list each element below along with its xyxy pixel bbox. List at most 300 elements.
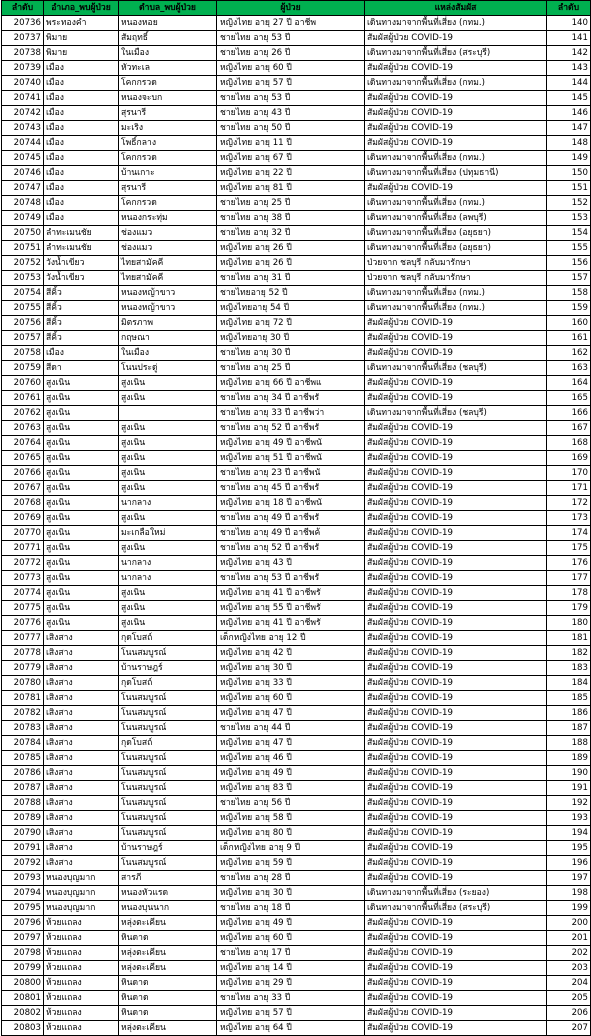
cell-subdistrict: สูงเนิน xyxy=(119,376,217,391)
cell-patient: หญิงไทย อายุ 41 ปี อาชีพรั xyxy=(217,616,365,631)
cell-sequence: 154 xyxy=(547,226,591,241)
cell-district: เมือง xyxy=(44,346,119,361)
cell-patient: ชายไทย อายุ 30 ปี xyxy=(217,346,365,361)
cell-case-number: 20760 xyxy=(2,376,44,391)
cell-case-number: 20793 xyxy=(2,871,44,886)
table-row xyxy=(2,736,591,751)
cell-subdistrict: หินดาด xyxy=(119,976,217,991)
cell-subdistrict: ช่องแมว xyxy=(119,226,217,241)
cell-district: สูงเนิน xyxy=(44,616,119,631)
cell-district: พิมาย xyxy=(44,46,119,61)
cell-case-number: 20763 xyxy=(2,421,44,436)
cell-case-number: 20746 xyxy=(2,166,44,181)
cell-subdistrict: กุดโบสถ์ xyxy=(119,676,217,691)
cell-district: วังน้ำเขียว xyxy=(44,271,119,286)
table-row xyxy=(2,31,591,46)
cell-patient: ชายไทย อายุ 50 ปี xyxy=(217,121,365,136)
cell-district: เมือง xyxy=(44,196,119,211)
cell-patient: หญิงไทยอายุ 30 ปี xyxy=(217,331,365,346)
cell-district: เมือง xyxy=(44,151,119,166)
cell-sequence: 183 xyxy=(547,661,591,676)
cell-patient: ชายไทย อายุ 26 ปี xyxy=(217,46,365,61)
cell-district: สูงเนิน xyxy=(44,466,119,481)
cell-district: พิมาย xyxy=(44,31,119,46)
cell-sequence: 192 xyxy=(547,796,591,811)
table-row xyxy=(2,616,591,631)
cell-subdistrict: หินดาด xyxy=(119,931,217,946)
cell-subdistrict: โคกกรวด xyxy=(119,76,217,91)
cell-sequence: 150 xyxy=(547,166,591,181)
cell-subdistrict: หลุ่งตะเคียน xyxy=(119,961,217,976)
table-row xyxy=(2,931,591,946)
cell-patient: หญิงไทย อายุ 26 ปี xyxy=(217,241,365,256)
cell-sequence: 205 xyxy=(547,991,591,1006)
cell-subdistrict: โคกกรวด xyxy=(119,196,217,211)
cell-exposure-source: เดินทางมาจากพื้นที่เสี่ยง (กทม.) xyxy=(365,301,547,316)
cell-subdistrict: โนนสมบูรณ์ xyxy=(119,706,217,721)
cell-exposure-source: สัมผัสผู้ป่วย COVID-19 xyxy=(365,646,547,661)
cell-sequence: 162 xyxy=(547,346,591,361)
cell-subdistrict: สูงเนิน xyxy=(119,451,217,466)
table-row xyxy=(2,196,591,211)
cell-exposure-source: สัมผัสผู้ป่วย COVID-19 xyxy=(365,121,547,136)
cell-subdistrict: สูงเนิน xyxy=(119,391,217,406)
cell-case-number: 20787 xyxy=(2,781,44,796)
cell-exposure-source: สัมผัสผู้ป่วย COVID-19 xyxy=(365,961,547,976)
cell-case-number: 20800 xyxy=(2,976,44,991)
cell-subdistrict: หนองหอย xyxy=(119,16,217,31)
table-row xyxy=(2,1006,591,1021)
cell-exposure-source: สัมผัสผู้ป่วย COVID-19 xyxy=(365,541,547,556)
cell-subdistrict: โนนสมบูรณ์ xyxy=(119,811,217,826)
cell-exposure-source: สัมผัสผู้ป่วย COVID-19 xyxy=(365,856,547,871)
cell-exposure-source: สัมผัสผู้ป่วย COVID-19 xyxy=(365,601,547,616)
cell-sequence: 148 xyxy=(547,136,591,151)
cell-exposure-source: สัมผัสผู้ป่วย COVID-19 xyxy=(365,511,547,526)
cell-exposure-source: สัมผัสผู้ป่วย COVID-19 xyxy=(365,661,547,676)
table-row xyxy=(2,151,591,166)
cell-sequence: 172 xyxy=(547,496,591,511)
cell-subdistrict: หินดาด xyxy=(119,1006,217,1021)
cell-district: สูงเนิน xyxy=(44,511,119,526)
header-sequence: ลำดับ xyxy=(547,1,591,16)
cell-district: ห้วยแถลง xyxy=(44,1021,119,1036)
cell-exposure-source: สัมผัสผู้ป่วย COVID-19 xyxy=(365,346,547,361)
cell-sequence: 151 xyxy=(547,181,591,196)
cell-patient: หญิงไทย อายุ 30 ปี xyxy=(217,661,365,676)
cell-exposure-source: สัมผัสผู้ป่วย COVID-19 xyxy=(365,631,547,646)
cell-patient: ชายไทยอายุ 52 ปี xyxy=(217,286,365,301)
cell-exposure-source: สัมผัสผู้ป่วย COVID-19 xyxy=(365,106,547,121)
table-row xyxy=(2,61,591,76)
cell-sequence: 185 xyxy=(547,691,591,706)
cell-sequence: 165 xyxy=(547,391,591,406)
cell-patient: ชายไทย อายุ 31 ปี xyxy=(217,271,365,286)
table-row xyxy=(2,601,591,616)
table-row xyxy=(2,361,591,376)
cell-patient: ชายไทย อายุ 45 ปี อาชีพรั xyxy=(217,481,365,496)
table-row xyxy=(2,406,591,421)
cell-exposure-source: เดินทางมาจากพื้นที่เสี่ยง (อยุธยา) xyxy=(365,226,547,241)
table-row xyxy=(2,646,591,661)
table-row xyxy=(2,316,591,331)
cell-district: เมือง xyxy=(44,181,119,196)
cell-district: สีดา xyxy=(44,361,119,376)
cell-district: สูงเนิน xyxy=(44,391,119,406)
header-row xyxy=(2,1,591,16)
cell-sequence: 196 xyxy=(547,856,591,871)
cell-exposure-source: เดินทางมาจากพื้นที่เสี่ยง (กทม.) xyxy=(365,16,547,31)
table-row xyxy=(2,46,591,61)
cell-district: เสิงสาง xyxy=(44,781,119,796)
table-row xyxy=(2,511,591,526)
table-row xyxy=(2,526,591,541)
cell-sequence: 149 xyxy=(547,151,591,166)
cell-patient: หญิงไทย อายุ 42 ปี xyxy=(217,646,365,661)
cell-case-number: 20759 xyxy=(2,361,44,376)
cell-patient: หญิงไทย อายุ 49 ปี xyxy=(217,916,365,931)
cell-exposure-source: เดินทางมาจากพื้นที่เสี่ยง (ระยอง) xyxy=(365,886,547,901)
cell-exposure-source: สัมผัสผู้ป่วย COVID-19 xyxy=(365,556,547,571)
cell-case-number: 20801 xyxy=(2,991,44,1006)
cell-district: สูงเนิน xyxy=(44,421,119,436)
cell-case-number: 20752 xyxy=(2,256,44,271)
cell-sequence: 207 xyxy=(547,1021,591,1036)
cell-sequence: 195 xyxy=(547,841,591,856)
cell-case-number: 20747 xyxy=(2,181,44,196)
cell-patient: หญิงไทย อายุ 60 ปี xyxy=(217,61,365,76)
cell-exposure-source: สัมผัสผู้ป่วย COVID-19 xyxy=(365,526,547,541)
table-row xyxy=(2,166,591,181)
table-row xyxy=(2,916,591,931)
cell-exposure-source: สัมผัสผู้ป่วย COVID-19 xyxy=(365,331,547,346)
cell-subdistrict: โนนสมบูรณ์ xyxy=(119,751,217,766)
cell-exposure-source: สัมผัสผู้ป่วย COVID-19 xyxy=(365,676,547,691)
cell-sequence: 141 xyxy=(547,31,591,46)
cell-case-number: 20754 xyxy=(2,286,44,301)
cell-district: เสิงสาง xyxy=(44,766,119,781)
table-row xyxy=(2,256,591,271)
cell-patient: หญิงไทยอายุ 54 ปี xyxy=(217,301,365,316)
cell-case-number: 20742 xyxy=(2,106,44,121)
cell-district: ห้วยแถลง xyxy=(44,976,119,991)
cell-case-number: 20774 xyxy=(2,586,44,601)
table-row xyxy=(2,301,591,316)
cell-district: เสิงสาง xyxy=(44,706,119,721)
cell-district: สีคิ้ว xyxy=(44,286,119,301)
table-row xyxy=(2,811,591,826)
cell-patient: หญิงไทย อายุ 22 ปี xyxy=(217,166,365,181)
cell-district: เสิงสาง xyxy=(44,631,119,646)
cell-district: เสิงสาง xyxy=(44,646,119,661)
cell-exposure-source: สัมผัสผู้ป่วย COVID-19 xyxy=(365,316,547,331)
cell-exposure-source: สัมผัสผู้ป่วย COVID-19 xyxy=(365,841,547,856)
cell-patient: ชายไทย อายุ 56 ปี xyxy=(217,796,365,811)
table-row xyxy=(2,1021,591,1036)
cell-patient: ชายไทย อายุ 53 ปี อาชีพรั xyxy=(217,571,365,586)
cell-district: เสิงสาง xyxy=(44,826,119,841)
cell-subdistrict: สุรนารี xyxy=(119,106,217,121)
cell-subdistrict: มะเกลือใหม่ xyxy=(119,526,217,541)
cell-exposure-source: สัมผัสผู้ป่วย COVID-19 xyxy=(365,916,547,931)
cell-patient: ชายไทย อายุ 44 ปี xyxy=(217,721,365,736)
cell-case-number: 20766 xyxy=(2,466,44,481)
cell-subdistrict xyxy=(119,406,217,421)
cell-sequence: 163 xyxy=(547,361,591,376)
cell-subdistrict: โพธิ์กลาง xyxy=(119,136,217,151)
cell-subdistrict: หัวทะเล xyxy=(119,61,217,76)
table-row xyxy=(2,391,591,406)
cell-district: สูงเนิน xyxy=(44,601,119,616)
table-row xyxy=(2,946,591,961)
cell-case-number: 20773 xyxy=(2,571,44,586)
cell-district: ห้วยแถลง xyxy=(44,916,119,931)
cell-exposure-source: สัมผัสผู้ป่วย COVID-19 xyxy=(365,451,547,466)
cell-case-number: 20751 xyxy=(2,241,44,256)
cell-sequence: 158 xyxy=(547,286,591,301)
table-row xyxy=(2,241,591,256)
header-subdistrict: ตำบล_พบผู้ป่วย xyxy=(119,1,217,16)
cell-sequence: 186 xyxy=(547,706,591,721)
cell-district: สูงเนิน xyxy=(44,496,119,511)
header-exposure-source: แหล่งสัมผัส xyxy=(365,1,547,16)
cell-sequence: 175 xyxy=(547,541,591,556)
cell-sequence: 167 xyxy=(547,421,591,436)
cell-exposure-source: สัมผัสผู้ป่วย COVID-19 xyxy=(365,586,547,601)
cell-exposure-source: สัมผัสผู้ป่วย COVID-19 xyxy=(365,571,547,586)
cell-patient: เด็กหญิงไทย อายุ 12 ปี xyxy=(217,631,365,646)
table-row xyxy=(2,826,591,841)
cell-exposure-source: สัมผัสผู้ป่วย COVID-19 xyxy=(365,496,547,511)
cell-subdistrict: โนนสมบูรณ์ xyxy=(119,856,217,871)
cell-case-number: 20776 xyxy=(2,616,44,631)
cell-district: ห้วยแถลง xyxy=(44,1006,119,1021)
cell-district: สีคิ้ว xyxy=(44,301,119,316)
cell-exposure-source: สัมผัสผู้ป่วย COVID-19 xyxy=(365,421,547,436)
cell-district: สีคิ้ว xyxy=(44,331,119,346)
cell-sequence: 200 xyxy=(547,916,591,931)
cell-case-number: 20740 xyxy=(2,76,44,91)
cell-case-number: 20796 xyxy=(2,916,44,931)
cell-sequence: 189 xyxy=(547,751,591,766)
table-row xyxy=(2,691,591,706)
cell-sequence: 159 xyxy=(547,301,591,316)
cell-subdistrict: โนนสมบูรณ์ xyxy=(119,646,217,661)
table-row xyxy=(2,631,591,646)
cell-case-number: 20798 xyxy=(2,946,44,961)
cell-sequence: 194 xyxy=(547,826,591,841)
cell-case-number: 20797 xyxy=(2,931,44,946)
header-case-number: ลำดับ xyxy=(2,1,44,16)
cell-case-number: 20745 xyxy=(2,151,44,166)
cell-district: เสิงสาง xyxy=(44,841,119,856)
cell-district: หนองบุญมาก xyxy=(44,901,119,916)
cell-exposure-source: สัมผัสผู้ป่วย COVID-19 xyxy=(365,766,547,781)
table-row xyxy=(2,346,591,361)
cell-exposure-source: เดินทางมาจากพื้นที่เสี่ยง (ลพบุรี) xyxy=(365,211,547,226)
table-row xyxy=(2,751,591,766)
cell-sequence: 176 xyxy=(547,556,591,571)
cell-exposure-source: สัมผัสผู้ป่วย COVID-19 xyxy=(365,391,547,406)
cell-patient: หญิงไทย อายุ 14 ปี xyxy=(217,961,365,976)
cell-case-number: 20799 xyxy=(2,961,44,976)
cell-district: เสิงสาง xyxy=(44,751,119,766)
cell-exposure-source: ป่วยจาก ชลบุรี กลับมารักษา xyxy=(365,271,547,286)
cell-case-number: 20785 xyxy=(2,751,44,766)
cell-exposure-source: สัมผัสผู้ป่วย COVID-19 xyxy=(365,931,547,946)
cell-exposure-source: เดินทางมาจากพื้นที่เสี่ยง (กทม.) xyxy=(365,151,547,166)
cell-subdistrict: โนนสมบูรณ์ xyxy=(119,766,217,781)
cell-patient: หญิงไทย อายุ 41 ปี อาชีพรั xyxy=(217,586,365,601)
cell-case-number: 20782 xyxy=(2,706,44,721)
cell-sequence: 187 xyxy=(547,721,591,736)
cell-district: สูงเนิน xyxy=(44,436,119,451)
cell-subdistrict: สูงเนิน xyxy=(119,466,217,481)
cell-patient: ชายไทย อายุ 33 ปี อาชีพว่า xyxy=(217,406,365,421)
cell-district: เสิงสาง xyxy=(44,796,119,811)
cell-case-number: 20789 xyxy=(2,811,44,826)
cell-patient: หญิงไทย อายุ 66 ปี อาชีพแ xyxy=(217,376,365,391)
cell-sequence: 140 xyxy=(547,16,591,31)
cell-exposure-source: สัมผัสผู้ป่วย COVID-19 xyxy=(365,136,547,151)
cell-patient: หญิงไทย อายุ 55 ปี อาชีพรั xyxy=(217,601,365,616)
cell-patient: หญิงไทย อายุ 27 ปี อาชีพ xyxy=(217,16,365,31)
table-row xyxy=(2,766,591,781)
cell-subdistrict: สูงเนิน xyxy=(119,481,217,496)
table-row xyxy=(2,556,591,571)
cell-sequence: 170 xyxy=(547,466,591,481)
cell-patient: หญิงไทย อายุ 83 ปี xyxy=(217,781,365,796)
cell-district: วังน้ำเขียว xyxy=(44,256,119,271)
cell-district: เสิงสาง xyxy=(44,721,119,736)
table-row xyxy=(2,976,591,991)
cell-subdistrict: นากลาง xyxy=(119,496,217,511)
cell-subdistrict: สูงเนิน xyxy=(119,586,217,601)
cell-subdistrict: บ้านราษฎร์ xyxy=(119,841,217,856)
cell-exposure-source: สัมผัสผู้ป่วย COVID-19 xyxy=(365,61,547,76)
cell-patient: ชายไทย อายุ 38 ปี xyxy=(217,211,365,226)
cell-case-number: 20761 xyxy=(2,391,44,406)
cell-sequence: 160 xyxy=(547,316,591,331)
table-row xyxy=(2,706,591,721)
cell-case-number: 20803 xyxy=(2,1021,44,1036)
cell-district: ลำทะเมนชัย xyxy=(44,241,119,256)
cell-patient: หญิงไทย อายุ 43 ปี xyxy=(217,556,365,571)
cell-sequence: 203 xyxy=(547,961,591,976)
cell-patient: ชายไทย อายุ 52 ปี อาชีพรั xyxy=(217,541,365,556)
cell-sequence: 182 xyxy=(547,646,591,661)
table-row xyxy=(2,286,591,301)
cell-district: สูงเนิน xyxy=(44,376,119,391)
cell-sequence: 180 xyxy=(547,616,591,631)
cell-case-number: 20756 xyxy=(2,316,44,331)
table-row xyxy=(2,541,591,556)
cell-case-number: 20788 xyxy=(2,796,44,811)
cell-subdistrict: หนองหัวแรด xyxy=(119,886,217,901)
cell-exposure-source: สัมผัสผู้ป่วย COVID-19 xyxy=(365,466,547,481)
table-row xyxy=(2,76,591,91)
cell-district: เมือง xyxy=(44,106,119,121)
table-row xyxy=(2,886,591,901)
cell-subdistrict: สารภี xyxy=(119,871,217,886)
table-row xyxy=(2,91,591,106)
cell-sequence: 190 xyxy=(547,766,591,781)
cell-patient: หญิงไทย อายุ 60 ปี xyxy=(217,931,365,946)
cell-subdistrict: หลุ่งตะเคียน xyxy=(119,1021,217,1036)
cell-sequence: 193 xyxy=(547,811,591,826)
cell-case-number: 20741 xyxy=(2,91,44,106)
cell-sequence: 168 xyxy=(547,436,591,451)
cell-sequence: 161 xyxy=(547,331,591,346)
cell-exposure-source: สัมผัสผู้ป่วย COVID-19 xyxy=(365,781,547,796)
table-row xyxy=(2,721,591,736)
cell-patient: หญิงไทย อายุ 49 ปี xyxy=(217,766,365,781)
table-row xyxy=(2,661,591,676)
cell-district: ห้วยแถลง xyxy=(44,991,119,1006)
cell-exposure-source: สัมผัสผู้ป่วย COVID-19 xyxy=(365,826,547,841)
cell-subdistrict: โนนสมบูรณ์ xyxy=(119,691,217,706)
cell-patient: ชายไทย อายุ 23 ปี อาชีพนั xyxy=(217,466,365,481)
cell-subdistrict: โคกกรวด xyxy=(119,151,217,166)
cell-district: ลำทะเมนชัย xyxy=(44,226,119,241)
cell-patient: ชายไทย อายุ 25 ปี xyxy=(217,361,365,376)
cell-subdistrict: สูงเนิน xyxy=(119,421,217,436)
cell-patient: หญิงไทย อายุ 57 ปี xyxy=(217,1006,365,1021)
cell-sequence: 153 xyxy=(547,211,591,226)
cell-sequence: 202 xyxy=(547,946,591,961)
cell-district: สูงเนิน xyxy=(44,451,119,466)
cell-subdistrict: หนองหญ้าขาว xyxy=(119,301,217,316)
cell-case-number: 20748 xyxy=(2,196,44,211)
cell-exposure-source: สัมผัสผู้ป่วย COVID-19 xyxy=(365,691,547,706)
cell-sequence: 142 xyxy=(547,46,591,61)
cell-case-number: 20779 xyxy=(2,661,44,676)
cell-sequence: 166 xyxy=(547,406,591,421)
cell-case-number: 20781 xyxy=(2,691,44,706)
cell-district: เมือง xyxy=(44,166,119,181)
cell-case-number: 20765 xyxy=(2,451,44,466)
cell-patient: ชายไทย อายุ 49 ปี อาชีพรั xyxy=(217,511,365,526)
cell-patient: หญิงไทย อายุ 58 ปี xyxy=(217,811,365,826)
cell-sequence: 188 xyxy=(547,736,591,751)
cell-subdistrict: ไทยสามัคคี xyxy=(119,256,217,271)
table-row xyxy=(2,586,591,601)
cell-subdistrict: สุรนารี xyxy=(119,181,217,196)
cell-patient: หญิงไทย อายุ 29 ปี xyxy=(217,976,365,991)
cell-district: สูงเนิน xyxy=(44,406,119,421)
cell-subdistrict: กุดโบสถ์ xyxy=(119,631,217,646)
table-row xyxy=(2,991,591,1006)
cell-exposure-source: สัมผัสผู้ป่วย COVID-19 xyxy=(365,751,547,766)
cell-exposure-source: สัมผัสผู้ป่วย COVID-19 xyxy=(365,31,547,46)
cell-subdistrict: สูงเนิน xyxy=(119,541,217,556)
cell-subdistrict: หนองหญ้าขาว xyxy=(119,286,217,301)
cell-case-number: 20775 xyxy=(2,601,44,616)
cell-district: เสิงสาง xyxy=(44,691,119,706)
cell-sequence: 197 xyxy=(547,871,591,886)
cell-patient: ชายไทย อายุ 18 ปี xyxy=(217,901,365,916)
cell-sequence: 157 xyxy=(547,271,591,286)
cell-exposure-source: สัมผัสผู้ป่วย COVID-19 xyxy=(365,436,547,451)
table-row xyxy=(2,136,591,151)
cell-patient: หญิงไทย อายุ 80 ปี xyxy=(217,826,365,841)
cell-district: หนองบุญมาก xyxy=(44,871,119,886)
cell-exposure-source: ป่วยจาก ชลบุรี กลับมารักษา xyxy=(365,256,547,271)
cell-district: เมือง xyxy=(44,136,119,151)
cell-case-number: 20794 xyxy=(2,886,44,901)
cell-sequence: 169 xyxy=(547,451,591,466)
table-row xyxy=(2,856,591,871)
